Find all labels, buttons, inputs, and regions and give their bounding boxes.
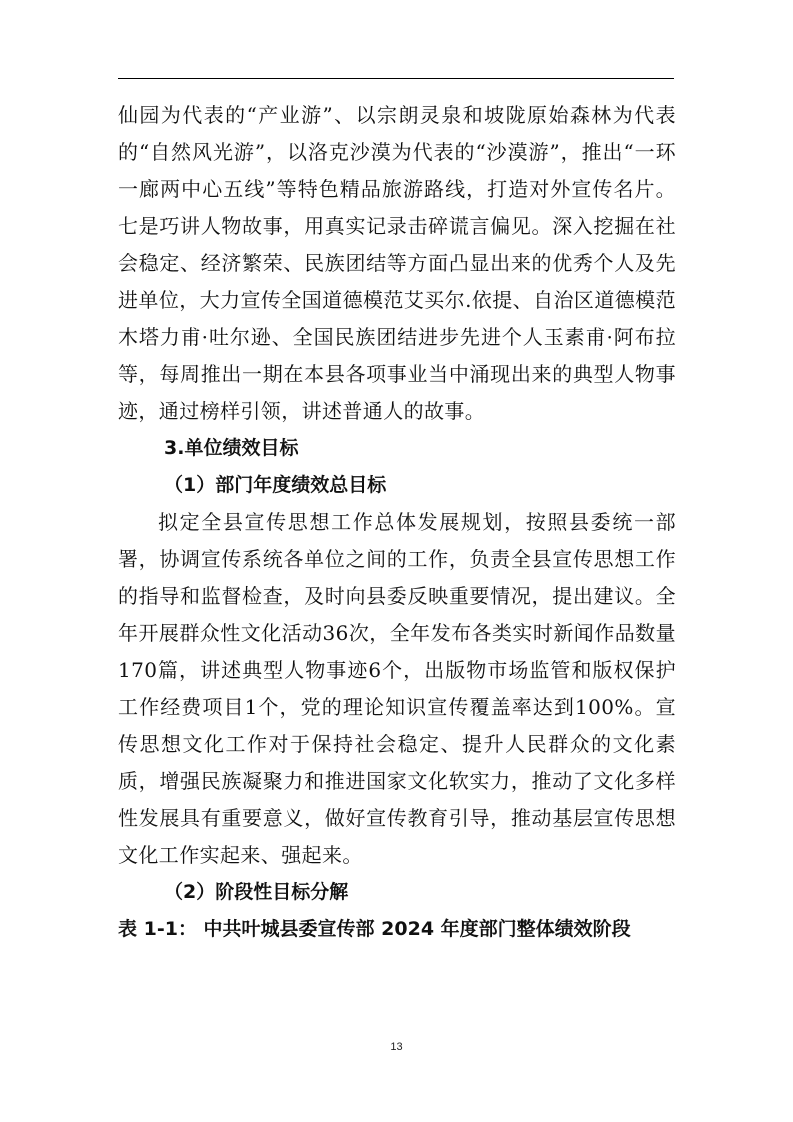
body-paragraph-goal: 拟定全县宣传思想工作总体发展规划，按照县委统一部署，协调宣传系统各单位之间的工作，负责全县宣传思想工作的指导和监督检查，及时向县委反映重要情况，提出建议。全年开展群众性文化活动36次，全年发布各类实时新闻作品数量170篇，讲述典型人物事迹6个，出版物市场监管和版权保护工作经费项目1个，党的理论知识宣传覆盖率达到100%。宣传思想文化工作对于保持社会稳定、提升人民群众的文化素质，增强民族凝聚力和推进国家文化软实力，推动了文化多样性发展具有重要意义，做好宣传教育引导，推动基层宣传思想文化工作实起来、强起来。 — [118, 510, 676, 867]
section-heading: 3.单位绩效目标 — [164, 437, 299, 459]
page-number: 13 — [390, 1041, 403, 1053]
subsection-heading-annual-goal: （1）部门年度绩效总目标 — [164, 474, 387, 496]
header-rule — [118, 78, 674, 79]
table-caption: 表 1-1： 中共叶城县委宣传部 2024 年度部门整体绩效阶段 — [118, 918, 631, 940]
subsection-heading-stage-goals: （2）阶段性目标分解 — [164, 881, 349, 903]
body-paragraph-continued: 仙园为代表的“产业游”、以宗朗灵泉和坡陇原始森林为代表的“自然风光游”，以洛克沙漠为代表的“沙漠游”，推出“一环一廊两中心五线”等特色精品旅游路线，打造对外宣传名片。七是巧讲人物故事，用真实记录击碎谎言偏见。深入挖掘在社会稳定、经济繁荣、民族团结等方面凸显出来的优秀个人及先进单位，大力宣传全国道德模范艾买尔.依提、自治区道德模范木塔力甫·吐尔逊、全国民族团结进步先进个人玉素甫·阿布拉等，每周推出一期在本县各项事业当中涌现出来的典型人物事迹，通过榜样引领，讲述普通人的故事。 — [118, 103, 676, 423]
page-body — [118, 97, 676, 948]
